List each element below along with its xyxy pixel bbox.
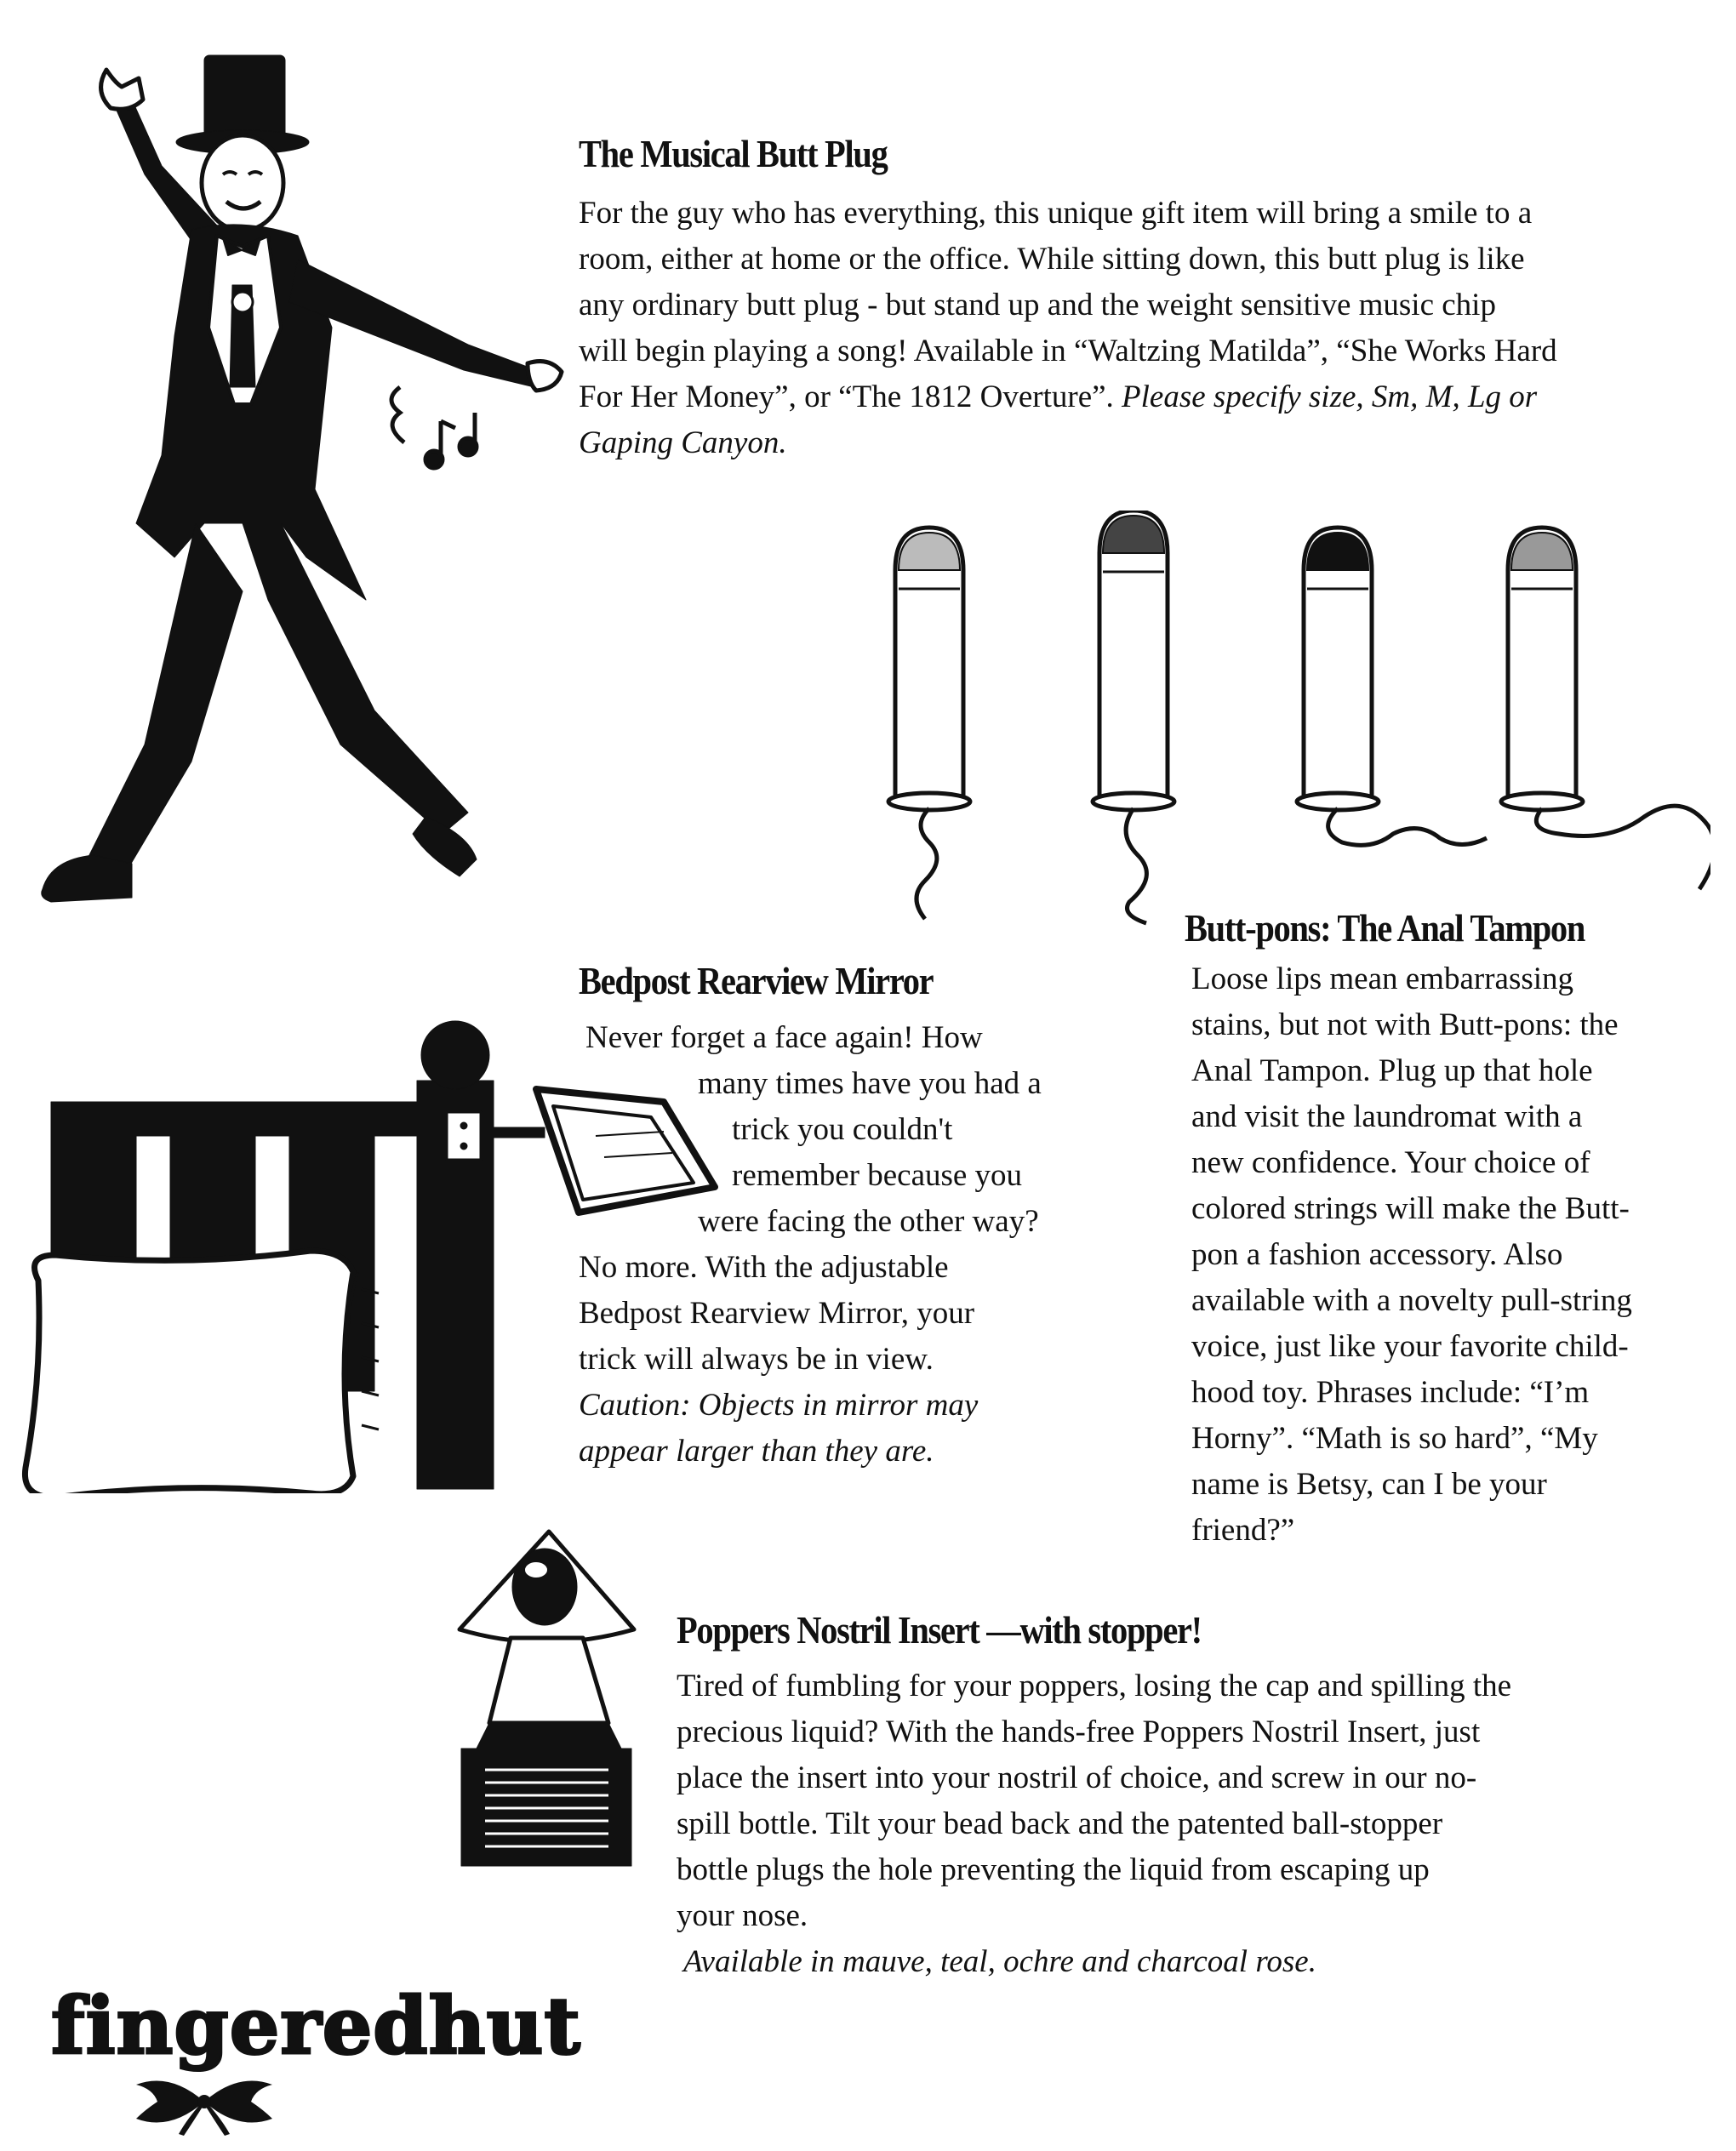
description-line: name is Betsy, can I be your [1191, 1467, 1547, 1502]
poppers-insert-description [677, 1663, 1698, 1985]
description-line: Loose lips mean embarrassing [1191, 961, 1574, 996]
description-line: friend?” [1191, 1513, 1295, 1548]
description-line: Bedpost Rearview Mirror, your [579, 1296, 975, 1331]
musical-butt-plug-title: The Musical Butt Plug [579, 132, 888, 175]
musical-butt-plug-description [579, 191, 1702, 466]
description-line: trick will always be in view. [579, 1342, 934, 1377]
caution-note: Caution: Objects in mirror may [579, 1388, 979, 1423]
description-line: Horny”. “Math is so hard”, “My [1191, 1421, 1598, 1456]
description-line: new confidence. Your choice of [1191, 1145, 1590, 1180]
description-line: precious liquid? With the hands-free Poppers Nostril Insert, just [677, 1715, 1481, 1749]
description-line: available with a novelty pull-string [1191, 1283, 1632, 1318]
description-line: Tired of fumbling for your poppers, losing the cap and spilling the [677, 1669, 1512, 1703]
description-line: stains, but not with Butt-pons: the [1191, 1007, 1619, 1042]
description-line: your nose. [677, 1898, 808, 1933]
bedpost-mirror-title: Bedpost Rearview Mirror [579, 959, 934, 1002]
caution-note: appear larger than they are. [579, 1434, 934, 1469]
description-line: trick you couldn't [732, 1112, 953, 1147]
description-line: Never forget a face again! How [585, 1020, 983, 1055]
description-line: and visit the laundromat with a [1191, 1099, 1583, 1134]
description-line: spill bottle. Tilt your bead back and the patented ball-stopper [677, 1806, 1443, 1841]
butt-pons-title: Butt-pons: The Anal Tampon [1185, 906, 1585, 950]
description-line: voice, just like your favorite child- [1191, 1329, 1629, 1364]
description-line [579, 374, 1702, 420]
color-availability: Available in mauve, teal, ochre and charcoal rose. [683, 1944, 1316, 1979]
poppers-insert-title: Poppers Nostril Insert —with stopper! [677, 1608, 1202, 1652]
description-line: Anal Tampon. Plug up that hole [1191, 1053, 1593, 1088]
bow-ornament-icon [128, 2068, 281, 2136]
description-line: For the guy who has everything, this unique gift item will bring a smile to a [579, 196, 1533, 231]
poppers-insert-illustration [451, 1523, 647, 1872]
description-line: were facing the other way? [698, 1204, 1039, 1239]
tampons-illustration [859, 511, 1710, 927]
bedpost-mirror-description [579, 1015, 1174, 1475]
butt-pons-description [1191, 956, 1710, 1554]
dancing-man-illustration [26, 47, 570, 923]
description-line: bottle plugs the hole preventing the liquid from escaping up [677, 1852, 1430, 1887]
description-line: any ordinary butt plug - but stand up and the weight sensitive music chip [579, 288, 1496, 322]
brand-logo: fingeredhut [51, 1980, 581, 2072]
description-line: No more. With the adjustable [579, 1250, 949, 1285]
description-line: pon a fashion accessory. Also [1191, 1237, 1563, 1272]
description-line: remember because you [732, 1158, 1023, 1193]
description-line: place the insert into your nostril of choice, and screw in our no- [677, 1760, 1477, 1795]
description-line: will begin playing a song! Available in “Waltzing Matilda”, “She Works Hard [579, 334, 1557, 368]
description-line: many times have you had a [698, 1066, 1042, 1101]
description-line: hood toy. Phrases include: “I’m [1191, 1375, 1590, 1410]
description-line: room, either at home or the office. While sitting down, this butt plug is like [579, 242, 1525, 277]
size-instruction: Please specify size, Sm, M, Lg or [1113, 379, 1538, 414]
description-line: colored strings will make the Butt- [1191, 1191, 1630, 1226]
description-text: For Her Money”, or “The 1812 Overture”. [579, 379, 1114, 414]
size-instruction-continued: Gaping Canyon. [579, 425, 787, 460]
